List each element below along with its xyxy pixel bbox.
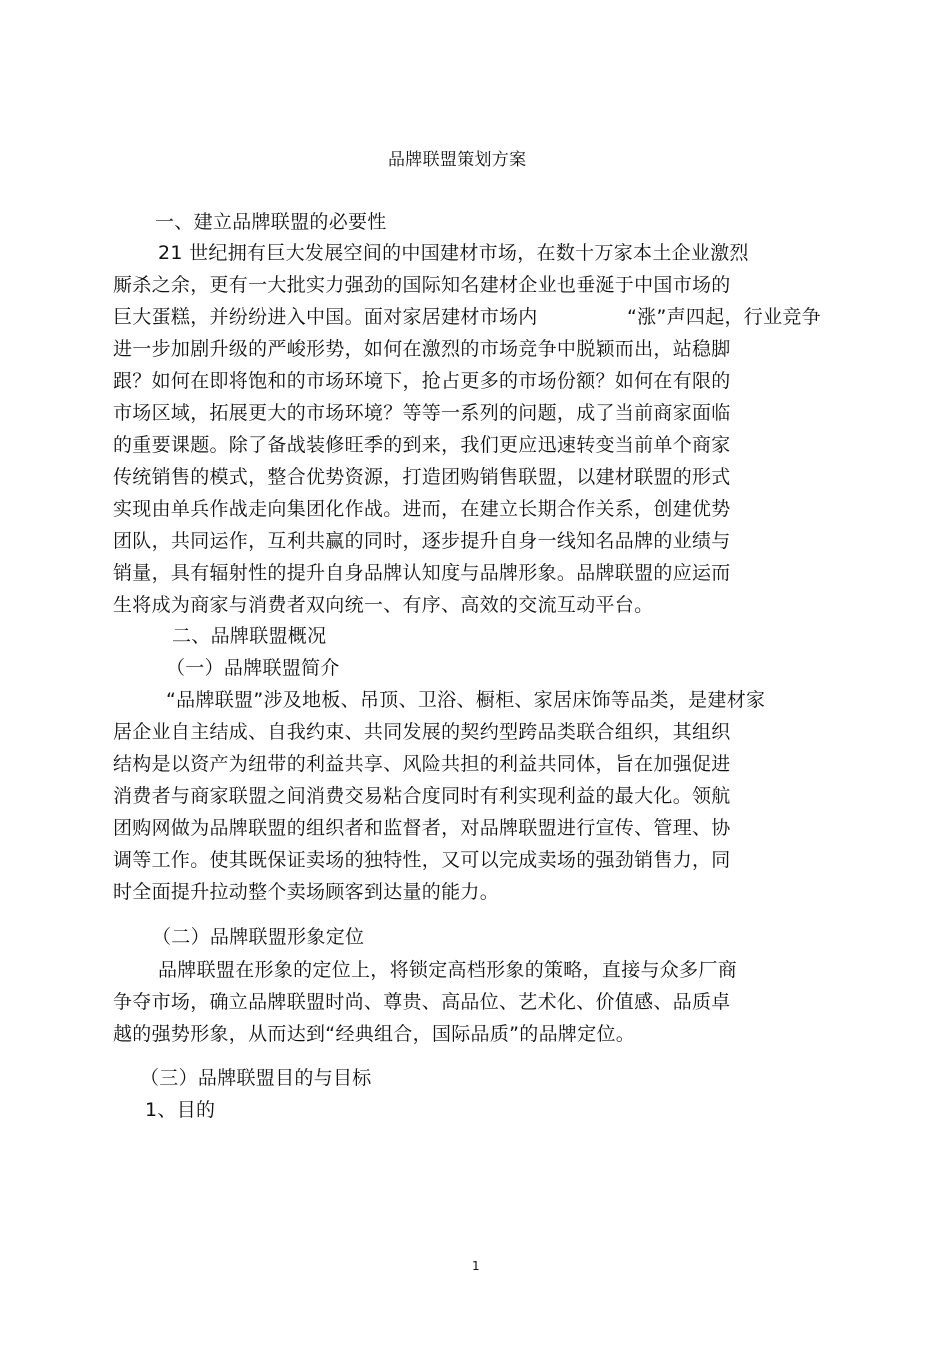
- section-2-heading: 二、品牌联盟概况: [172, 625, 327, 647]
- paragraph-line: 团队，共同运作，互利共赢的同时，逐步提升自身一线知名品牌的业绩与: [113, 530, 731, 552]
- paragraph-line: 居企业自主结成、自我约束、共同发展的契约型跨品类联合组织，其组织: [113, 721, 731, 743]
- paragraph-line: 品牌联盟在形象的定位上，将锁定高档形象的策略，直接与众多厂商: [158, 959, 738, 981]
- paragraph-line: 巨大蛋糕，并纷纷进入中国。面对家居建材市场内: [113, 306, 538, 328]
- page-number: 1: [472, 1259, 480, 1273]
- subsection-2c-heading: （三）品牌联盟目的与目标: [140, 1067, 372, 1089]
- list-item: 1、目的: [145, 1099, 216, 1121]
- paragraph-line: 销量，具有辐射性的提升自身品牌认知度与品牌形象。品牌联盟的应运而: [113, 562, 731, 584]
- paragraph-line: 21 世纪拥有巨大发展空间的中国建材市场，在数十万家本土企业激烈: [158, 242, 749, 264]
- paragraph-line: “涨”声四起，行业竞争: [627, 306, 821, 328]
- paragraph-line: 厮杀之余，更有一大批实力强劲的国际知名建材企业也垂涎于中国市场的: [113, 274, 731, 296]
- paragraph-line: 争夺市场，确立品牌联盟时尚、尊贵、高品位、艺术化、价值感、品质卓: [113, 991, 731, 1013]
- paragraph-line: 跟？如何在即将饱和的市场环境下，抢占更多的市场份额？如何在有限的: [113, 370, 731, 392]
- paragraph-line: 实现由单兵作战走向集团化作战。进而，在建立长期合作关系，创建优势: [113, 498, 731, 520]
- paragraph-line: 传统销售的模式，整合优势资源，打造团购销售联盟，以建材联盟的形式: [113, 466, 731, 488]
- paragraph-line: “品牌联盟”涉及地板、吊顶、卫浴、橱柜、家居床饰等品类，是建材家: [166, 689, 766, 711]
- document-title: 品牌联盟策划方案: [388, 150, 527, 170]
- paragraph-line: 消费者与商家联盟之间消费交易粘合度同时有利实现利益的最大化。领航: [113, 785, 731, 807]
- paragraph-line: 的重要课题。除了备战装修旺季的到来，我们更应迅速转变当前单个商家: [113, 434, 731, 456]
- paragraph-line: 团购网做为品牌联盟的组织者和监督者，对品牌联盟进行宣传、管理、协: [113, 817, 731, 839]
- paragraph-line: 结构是以资产为纽带的利益共享、风险共担的利益共同体，旨在加强促进: [113, 753, 731, 775]
- section-1-heading: 一、建立品牌联盟的必要性: [155, 211, 387, 233]
- paragraph-line: 越的强势形象，从而达到“经典组合，国际品质”的品牌定位。: [113, 1023, 636, 1045]
- paragraph-line: 进一步加剧升级的严峻形势，如何在激烈的市场竞争中脱颖而出，站稳脚: [113, 338, 731, 360]
- paragraph-line: 调等工作。使其既保证卖场的独特性，又可以完成卖场的强劲销售力，同: [113, 849, 731, 871]
- subsection-2b-heading: （二）品牌联盟形象定位: [152, 926, 365, 948]
- paragraph-line: 市场区域，拓展更大的市场环境？等等一系列的问题，成了当前商家面临: [113, 402, 731, 424]
- paragraph-line: 时全面提升拉动整个卖场顾客到达量的能力。: [113, 881, 500, 903]
- paragraph-line: 生将成为商家与消费者双向统一、有序、高效的交流互动平台。: [113, 594, 654, 616]
- subsection-2a-heading: （一）品牌联盟简介: [166, 657, 340, 679]
